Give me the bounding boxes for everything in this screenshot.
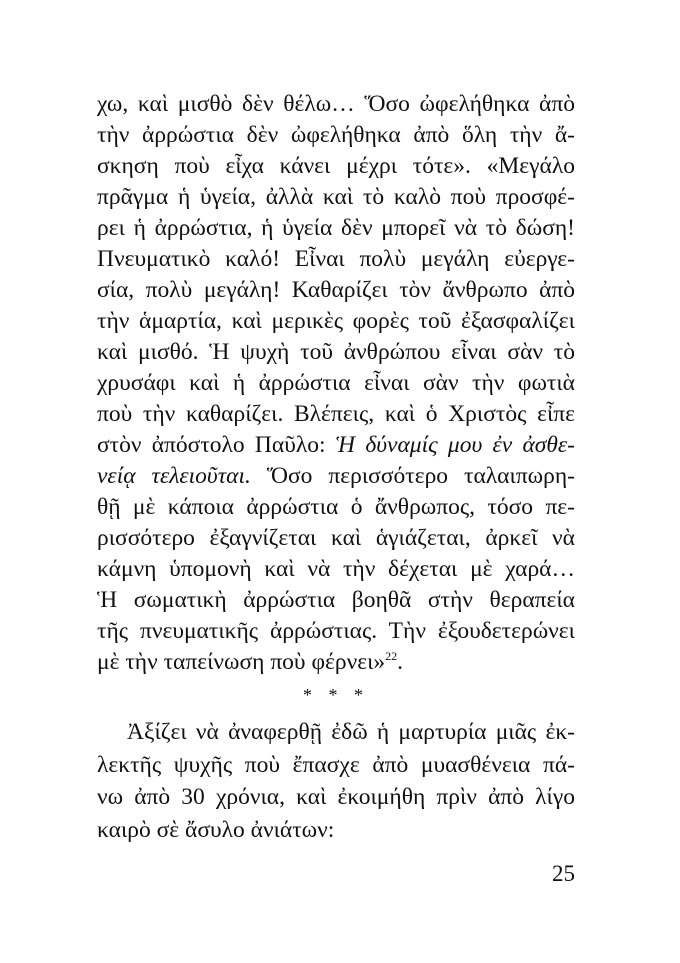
paragraph-2 [97,716,575,846]
text-line [97,523,575,554]
text-segment: λεκτῆς ψυχῆς ποὺ ἔπασχε ἀπὸ μυασθένεια πά- [97,751,575,778]
text-segment: καὶ μισθό. Ἡ ψυχὴ τοῦ ἀνθρώπου εἶναι σὰν τὸ [97,339,575,365]
footnote-reference: 22 [385,649,398,663]
text-segment: χω, καὶ μισθὸ δὲν θέλω… Ὅσο ὠφελήθηκα ἀπὸ [97,91,575,117]
text-segment: ρει ἡ ἀρρώστια, ἡ ὑγεία δὲν μπορεῖ νὰ τὸ δώση! [97,215,575,241]
text-line [97,368,575,399]
text-segment: τὴν ἁμαρτία, καὶ μερικὲς φορὲς τοῦ ἐξασφαλίζει [97,308,575,334]
text-segment: Ὅσο περισσότερο ταλαιπωρη- [250,463,575,489]
text-line [97,616,575,647]
page-body [97,89,575,888]
text-line [97,399,575,430]
text-segment: κάμνη ὑπομονὴ καὶ νὰ τὴν δέχεται μὲ χαρά… [97,556,575,582]
text-line [97,814,575,847]
italic-quote: Ἡ δύναμίς μου ἐν ἀσθε- [335,432,576,458]
text-line [97,749,575,782]
text-line [97,275,575,306]
text-line [97,182,575,213]
text-line [97,781,575,814]
text-line [97,647,575,678]
text-line [97,492,575,523]
text-line [97,213,575,244]
text-line [97,554,575,585]
text-segment: Ἀξίζει νὰ ἀναφερθῇ ἐδῶ ἡ μαρτυρία μιᾶς ἐκ- [127,719,575,745]
paragraph-1 [97,89,575,678]
text-line [97,461,575,492]
text-line [97,430,575,461]
text-segment: τῆς πνευματικῆς ἀρρώστιας. Τὴν ἐξουδετερώνει [97,618,575,644]
text-line [97,89,575,120]
text-segment: Πνευματικὸ καλό! Εἶναι πολὺ μεγάλη εὐεργε- [97,246,575,272]
text-segment: θῇ μὲ κάποια ἀρρώστια ὁ ἄνθρωπος, τόσο πε- [97,494,575,520]
page-number: 25 [552,861,575,886]
text-segment: στὸν ἀπόστολο Παῦλο: [97,432,336,458]
italic-quote: νείᾳ τελειοῦται. [97,463,251,489]
text-segment: ποὺ τὴν καθαρίζει. Βλέπεις, καὶ ὁ Χριστὸς εἶπε [97,401,575,427]
section-separator: * * * [303,685,369,705]
text-segment: χρυσάφι καὶ ἡ ἀρρώστια εἶναι σὰν τὴν φωτιὰ [97,370,575,396]
text-line [97,585,575,616]
text-segment: ρισσότερο ἐξαγνίζεται καὶ ἁγιάζεται, ἀρκεῖ νὰ [97,525,575,551]
text-line [97,244,575,275]
text-segment: τὴν ἀρρώστια δὲν ὠφελήθηκα ἀπὸ ὅλη τὴν ἄ- [97,122,575,148]
text-line [97,151,575,182]
text-line [97,306,575,337]
text-segment: νω ἀπὸ 30 χρόνια, καὶ ἐκοιμήθη πρὶν ἀπὸ λίγο [97,784,575,810]
text-segment: . [397,649,404,675]
text-line [97,120,575,151]
text-line [97,716,575,749]
text-segment: σκηση ποὺ εἶχα κάνει μέχρι τότε». «Μεγάλο [97,153,575,179]
text-segment: καιρὸ σὲ ἄσυλο ἀνιάτων: [97,816,335,843]
text-segment: σία, πολὺ μεγάλη! Καθαρίζει τὸν ἄνθρωπο ἀπὸ [97,277,575,303]
text-segment: Ἡ σωματικὴ ἀρρώστια βοηθᾶ στὴν θεραπεία [97,587,575,613]
text-segment: πρᾶγμα ἡ ὑγεία, ἀλλὰ καὶ τὸ καλὸ ποὺ προσφέ- [97,184,575,210]
text-segment: μὲ τὴν ταπείνωση ποὺ φέρνει» [97,649,386,675]
text-line [97,337,575,368]
